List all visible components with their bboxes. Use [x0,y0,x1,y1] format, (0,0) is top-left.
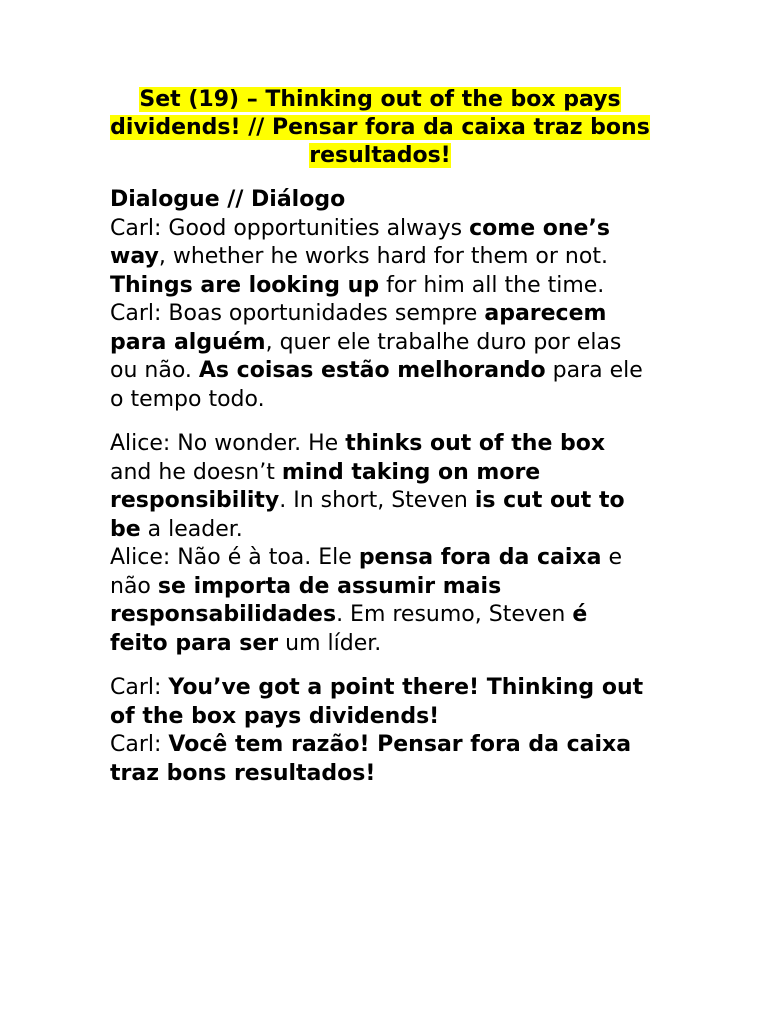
dialogue-text: Alice: Não é à toa. Ele [110,545,359,570]
dialogue-text: , whether he works hard for them or not. [158,244,608,269]
dialogue-text: . In short, Steven [279,488,475,513]
bold-expression: mind taking on more responsibility [110,459,541,513]
document-title [110,86,650,170]
bold-expression: come one’s way [110,215,610,269]
dialogue-line [110,731,650,788]
dialogue-line [110,674,650,731]
bold-expression: Você tem razão! Pensar fora da caixa traz bons resultados! [110,732,632,786]
dialogue-text: , quer ele trabalhe duro por elas ou não. [110,329,622,383]
bold-expression: As coisas estão melhorando [198,358,546,383]
bold-expression: se importa de assumir mais responsabilidades [110,573,502,627]
bold-expression: You’ve got a point there! Thinking out of the box pays dividends! [110,675,644,729]
dialogue-text: and he doesn’t [110,459,282,485]
dialogue-text: um líder. [278,630,382,656]
bold-expression: pensa fora da caixa [358,545,602,570]
dialogue-text: for him all the time. [379,272,605,298]
dialogue-line [110,544,650,658]
dialogue-text: . Em resumo, Steven [336,602,573,627]
dialogue-text: Carl: [110,732,169,757]
section-heading: Dialogue // Diálogo [110,187,346,212]
dialogue-line [110,300,650,414]
title-highlight: Set (19) – Thinking out of the box pays dividends! // Pensar fora da caixa traz bons resultados! [110,87,650,168]
bold-expression: thinks out of the box [345,431,606,456]
bold-expression: aparecem para alguém [110,301,607,355]
dialogue-text: para ele o tempo todo. [110,358,643,412]
dialogue-text: Carl: Boas oportunidades sempre [110,301,485,326]
document-page [110,86,650,804]
dialogue-text: Alice: No wonder. He [110,431,346,456]
bold-expression: Things are looking up [110,272,380,298]
bold-expression: is cut out to be [110,488,625,542]
dialogue-line [110,430,650,544]
dialogue-text: Carl: Good opportunities always [110,215,470,241]
dialogue-block [110,674,650,788]
dialogue-text: Carl: [110,675,169,700]
dialogue-block [110,430,650,658]
dialogue-block [110,215,650,415]
bold-expression: é feito para ser [110,602,588,656]
dialogue-line [110,215,650,301]
dialogue-text: a leader. [140,516,243,542]
dialogue-section [110,215,650,789]
dialogue-text: e não [110,545,623,599]
